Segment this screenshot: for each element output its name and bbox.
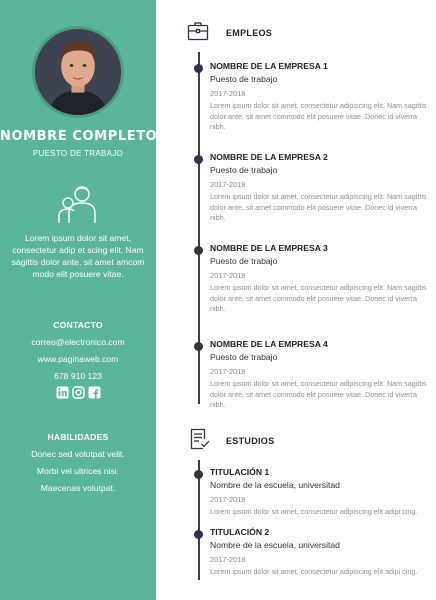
- study-description: Lorem ipsum dolor sit amet, consectetur adipiscing elit adipi cing.: [210, 507, 418, 516]
- sidebar: [0, 0, 156, 600]
- job-position: Puesto de trabajo: [210, 352, 278, 362]
- study-dates: 2017-2018: [210, 555, 246, 564]
- school-name: Nombre de la escuela, universitad: [210, 540, 340, 550]
- study-dates: 2017-2018: [210, 495, 246, 504]
- company-name: NOMBRE DE LA EMPRESA 1: [210, 61, 328, 71]
- timeline-dot: [194, 530, 203, 539]
- profile-photo: [32, 26, 124, 118]
- social-links: [56, 386, 102, 400]
- job-dates: 2017-2018: [210, 180, 246, 189]
- job-title: PUESTO DE TRABAJO: [32, 149, 124, 158]
- degree-name: TITULACIÓN 2: [210, 527, 270, 537]
- timeline-dot: [194, 342, 203, 351]
- portrait-image: [35, 29, 121, 115]
- job-dates: 2017-2018: [210, 271, 246, 280]
- main-content: [156, 0, 436, 600]
- school-name: Nombre de la escuela, universitad: [210, 480, 340, 490]
- education-heading: ESTUDIOS: [226, 436, 275, 446]
- job-position: Puesto de trabajo: [210, 74, 278, 84]
- contact-heading: CONTACTO: [53, 320, 103, 330]
- job-position: Puesto de trabajo: [210, 256, 278, 266]
- timeline-dot: [194, 470, 203, 479]
- contact-website[interactable]: www.paginaweb.com: [37, 354, 119, 364]
- job-description: Lorem ipsum dolor sit amet, consectetur adipiscing elit. Nam sagittis dolor ante, sit amet commodo elit posuere vitae. Donec id viverra nibh.: [210, 192, 427, 222]
- contact-email[interactable]: correo@electronico.com: [31, 337, 125, 347]
- company-name: NOMBRE DE LA EMPRESA 4: [210, 339, 328, 349]
- skill-item: Donec sed volutpat velit.: [31, 449, 125, 459]
- job-description: Lorem ipsum dolor sit amet, consectetur adipiscing elit. Nam sagittis dolor ante, sit amet commodo elit posuere vitae. Donec id viverra nibh.: [210, 101, 427, 131]
- facebook-icon[interactable]: [88, 386, 101, 399]
- skill-item: Maecenas volutpat.: [40, 483, 116, 493]
- full-name: NOMBRE COMPLETO: [0, 129, 158, 144]
- timeline-dot: [194, 64, 203, 73]
- employment-heading: EMPLEOS: [226, 28, 273, 38]
- degree-name: TITULACIÓN 1: [210, 467, 270, 477]
- briefcase-icon: [187, 20, 209, 42]
- job-description: Lorem ipsum dolor sit amet, consectetur adipiscing elit. Nam sagittis dolor ante, sit amet commodo elit posuere vitae. Donec id viverra nibh.: [210, 379, 427, 409]
- employment-timeline: [198, 52, 200, 404]
- checklist-icon: [189, 428, 211, 450]
- timeline-dot: [194, 155, 203, 164]
- contact-phone: 678 910 123: [54, 371, 102, 381]
- company-name: NOMBRE DE LA EMPRESA 2: [210, 152, 328, 162]
- job-dates: 2017-2018: [210, 89, 246, 98]
- people-icon: [56, 183, 100, 225]
- linkedin-icon[interactable]: [56, 386, 69, 399]
- study-description: Lorem ipsum dolor sit amet, consectetur adipiscing elit adipi cing.: [210, 567, 418, 576]
- timeline-dot: [194, 246, 203, 255]
- about-text: Lorem ipsum dolor sit amet, consectetur adip et scing elit. Nam sagittis dolor ante, sit amet amcom modo elit posuere vitae.: [11, 233, 145, 279]
- skill-item: Morbi vel ultrices nisi.: [36, 466, 120, 476]
- company-name: NOMBRE DE LA EMPRESA 3: [210, 243, 328, 253]
- skills-heading: HABILIDADES: [47, 432, 109, 442]
- job-position: Puesto de trabajo: [210, 165, 278, 175]
- instagram-icon[interactable]: [72, 386, 85, 399]
- job-dates: 2017-2018: [210, 367, 246, 376]
- job-description: Lorem ipsum dolor sit amet, consectetur adipiscing elit. Nam sagittis dolor ante, sit amet commodo elit posuere vitae. Donec id viverra nibh.: [210, 283, 427, 313]
